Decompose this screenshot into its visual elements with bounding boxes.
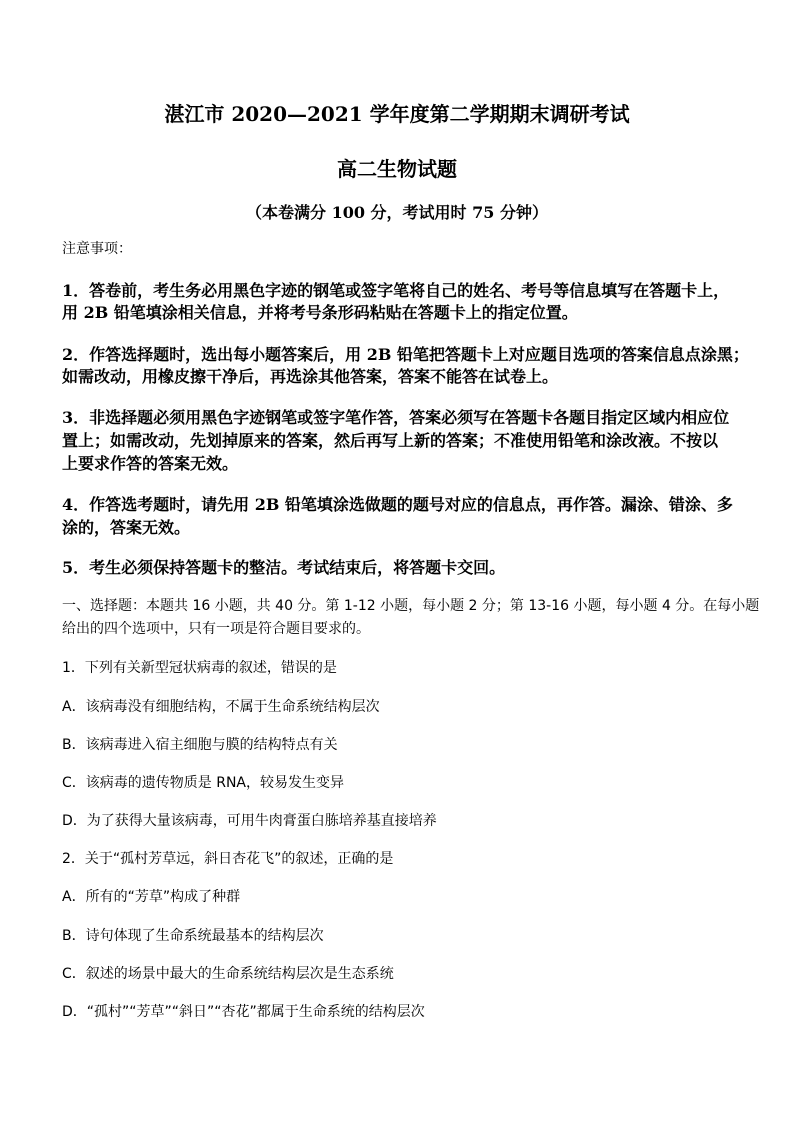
note-line: 5．考生必须保持答题卡的整洁。考试结束后，将答题卡交回。 xyxy=(62,558,506,577)
section-intro: 给出的四个选项中，只有一项是符合题目要求的。 xyxy=(62,621,370,637)
note-line: 置上；如需改动，先划掉原来的答案，然后再写上新的答案；不准使用铅笔和涂改液。不按以 xyxy=(62,431,719,450)
notes-heading: 注意事项： xyxy=(62,241,132,257)
question-option: D．为了获得大量该病毒，可用牛肉膏蛋白胨培养基直接培养 xyxy=(62,813,437,829)
note-line: 1．答卷前，考生务必用黑色字迹的钢笔或签字笔将自己的姓名、考号等信息填写在答题卡上， xyxy=(62,281,730,300)
note-line: 2．作答选择题时，选出每小题答案后，用 2B 铅笔把答题卡上对应题目选项的答案信息点涂黑； xyxy=(62,345,749,364)
question-option: D．“孤村”“芳草”“斜日”“杏花”都属于生命系统的结构层次 xyxy=(62,1004,425,1020)
note-line: 如需改动，用橡皮擦干净后，再选涂其他答案，答案不能答在试卷上。 xyxy=(62,367,559,386)
note-line: 上要求作答的答案无效。 xyxy=(62,454,239,473)
question-option: C．该病毒的遗传物质是 RNA，较易发生变异 xyxy=(62,775,345,791)
exam-title: 湛江市 2020—2021 学年度第二学期期末调研考试 xyxy=(164,102,630,126)
note-line: 用 2B 铅笔填涂相关信息，并将考号条形码粘贴在答题卡上的指定位置。 xyxy=(62,303,578,322)
note-line: 3．非选择题必须用黑色字迹钢笔或签字笔作答，答案必须写在答题卡各题目指定区域内相应位 xyxy=(62,408,730,427)
question-option: C．叙述的场景中最大的生命系统结构层次是生态系统 xyxy=(62,966,394,982)
question-stem: 1．下列有关新型冠状病毒的叙述，错误的是 xyxy=(62,660,337,676)
note-line: 4．作答选考题时，请先用 2B 铅笔填涂选做题的题号对应的信息点，再作答。漏涂、错涂、多 xyxy=(62,495,733,514)
question-option: A．所有的“芳草”构成了种群 xyxy=(62,889,241,905)
section-intro: 一、选择题：本题共 16 小题，共 40 分。第 1-12 小题，每小题 2 分；第 13-16 小题，每小题 4 分。在每小题 xyxy=(62,598,760,614)
exam-subject: 高二生物试题 xyxy=(337,157,457,181)
question-option: B．诗句体现了生命系统最基本的结构层次 xyxy=(62,928,324,944)
note-line: 涂的，答案无效。 xyxy=(62,518,191,537)
question-option: B．该病毒进入宿主细胞与膜的结构特点有关 xyxy=(62,737,338,753)
exam-info: （本卷满分 100 分，考试用时 75 分钟） xyxy=(246,203,548,222)
question-stem: 2．关于“孤村芳草远，斜日杏花飞”的叙述，正确的是 xyxy=(62,851,394,867)
question-option: A．该病毒没有细胞结构，不属于生命系统结构层次 xyxy=(62,699,380,715)
